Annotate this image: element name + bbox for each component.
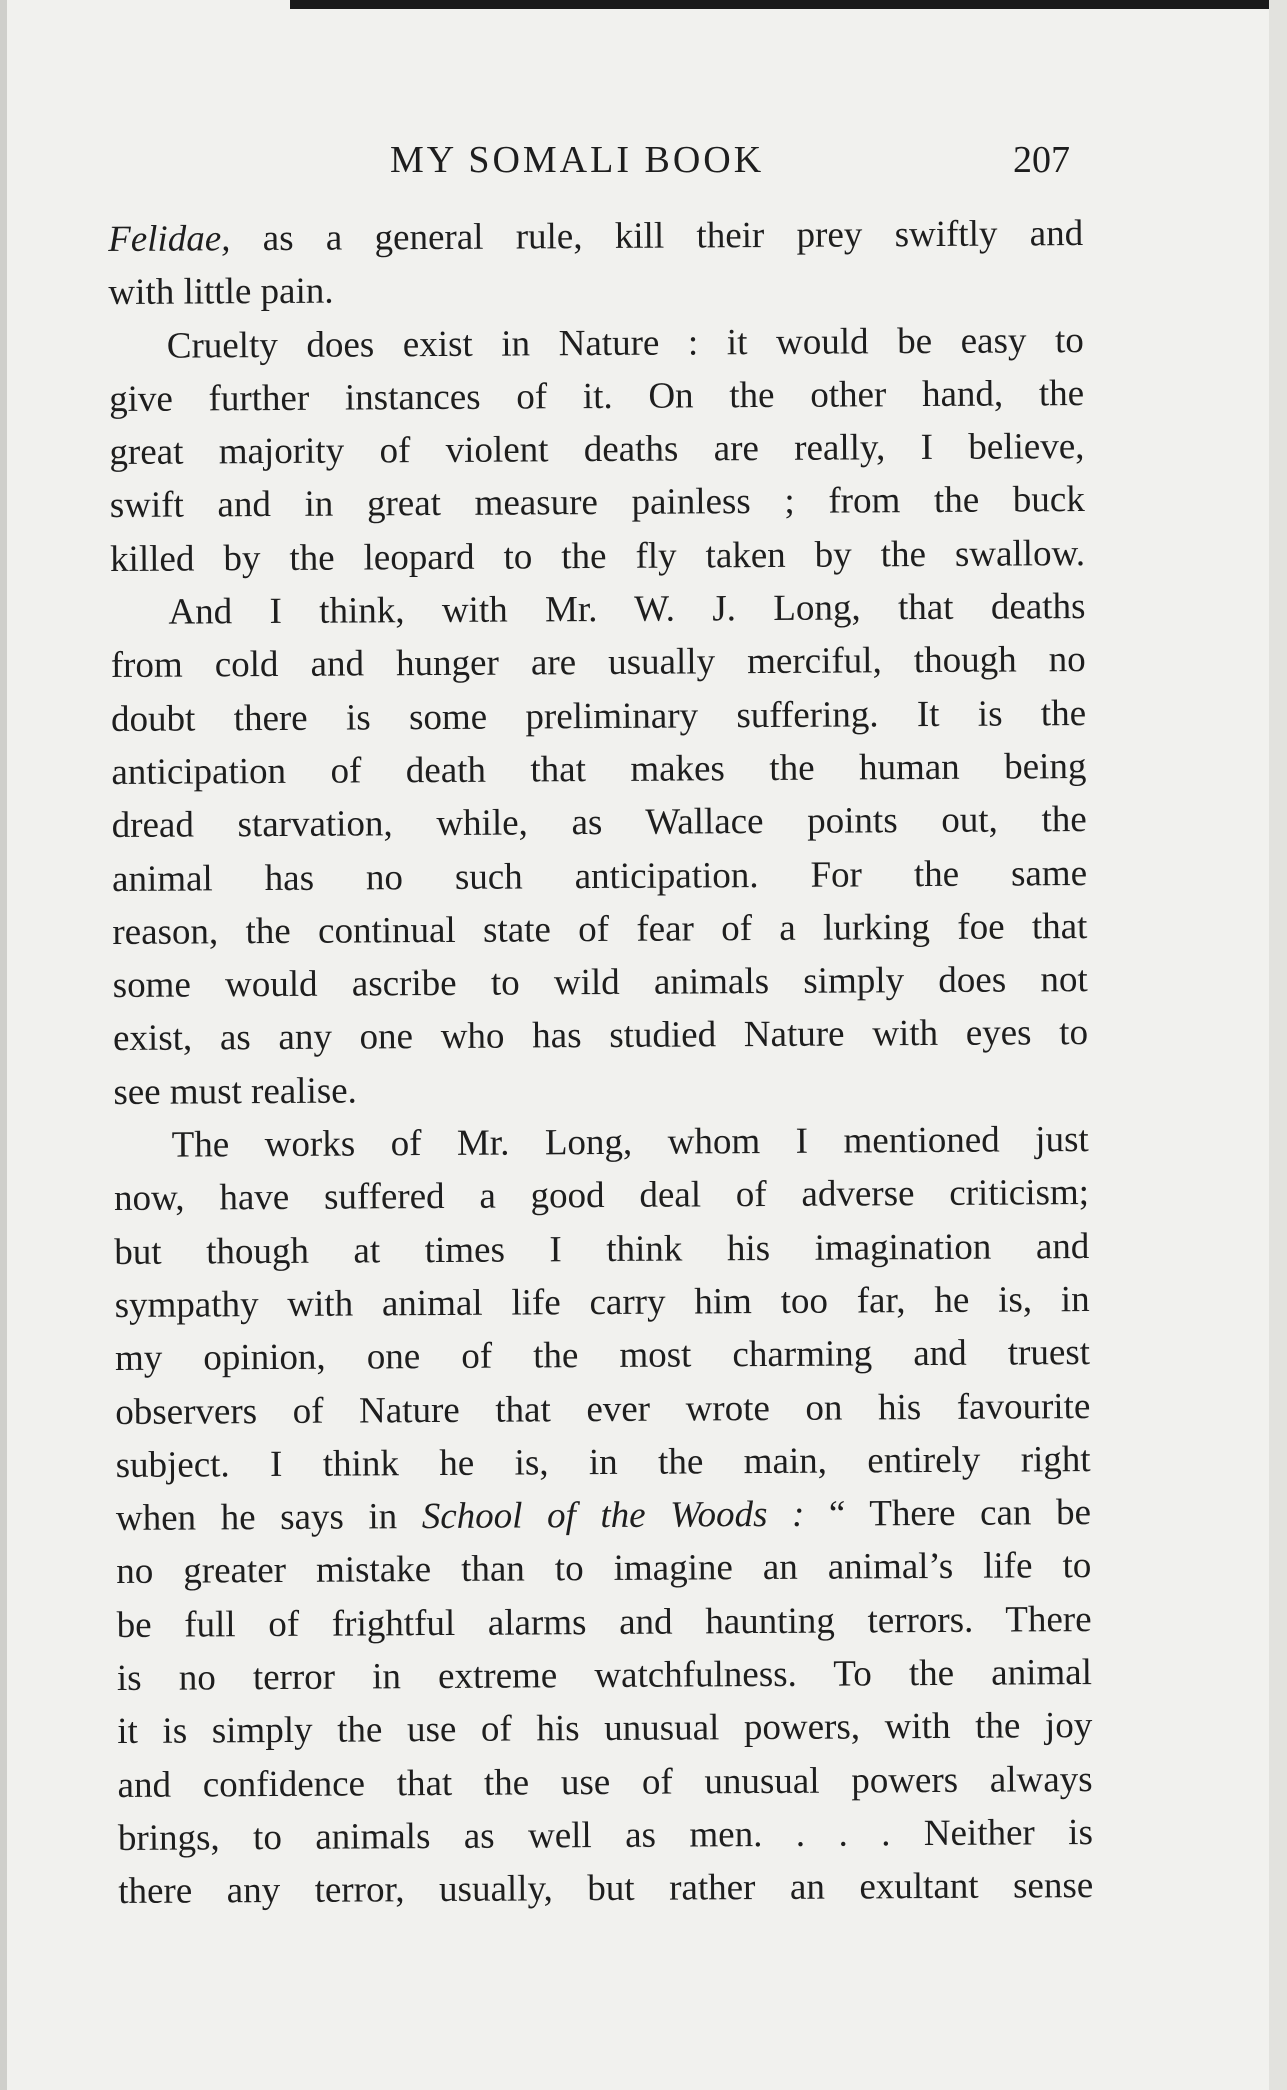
- line-text: great majority of violent deaths are really, I believe,: [109, 426, 1085, 474]
- text-line: [116, 1486, 1091, 1545]
- paragraph-first-line: [114, 1113, 1089, 1172]
- line-text: brings, to animals as well as men. . . . Neither is: [117, 1811, 1094, 1859]
- italic-term: Felidae,: [108, 218, 231, 260]
- text-line: [115, 1273, 1090, 1332]
- page-header: [108, 138, 1070, 190]
- line-text: “ There can be: [804, 1492, 1092, 1535]
- text-line: [108, 260, 1083, 319]
- text-line: [108, 207, 1083, 266]
- line-text: be full of frightful alarms and haunting terrors. There: [116, 1598, 1092, 1646]
- text-line: [112, 900, 1087, 959]
- text-line: [116, 1539, 1091, 1598]
- text-line: [115, 1380, 1090, 1439]
- text-line: [115, 1326, 1090, 1385]
- text-line: [118, 1859, 1093, 1918]
- line-text: subject. I think he is, in the main, entirely right: [115, 1438, 1091, 1486]
- body-text: [108, 207, 1093, 1918]
- line-text: it is simply the use of his unusual powers, with the joy: [117, 1705, 1093, 1753]
- line-text: and confidence that the use of unusual powers always: [117, 1758, 1093, 1806]
- line-text: dread starvation, while, as Wallace points out, the: [111, 799, 1087, 847]
- line-text: some would ascribe to wild animals simply does not: [112, 959, 1088, 1007]
- line-text: swift and in great measure painless ; from the buck: [109, 479, 1085, 527]
- book-title: School of the Woods :: [421, 1493, 805, 1538]
- line-text: killed by the leopard to the fly taken by the swallow.: [109, 532, 1086, 580]
- text-line: [110, 527, 1085, 586]
- text-line: [116, 1593, 1091, 1652]
- line-text: from cold and hunger are usually merciful, though no: [110, 639, 1086, 687]
- right-page-edge: [1269, 0, 1287, 2090]
- text-line: [112, 793, 1087, 852]
- line-text: give further instances of it. On the other hand, the: [109, 372, 1085, 420]
- line-text: reason, the continual state of fear of a lurking foe that: [112, 905, 1088, 953]
- text-line: [111, 633, 1086, 692]
- text-line: [117, 1753, 1092, 1812]
- line-text: see must realise.: [113, 1070, 357, 1113]
- line-text: doubt there is some preliminary suffering. It is the: [110, 692, 1087, 740]
- line-text: observers of Nature that ever wrote on his favourite: [115, 1385, 1091, 1433]
- line-text: with little pain.: [108, 270, 334, 314]
- line-text: but though at times I think his imagination and: [114, 1225, 1090, 1273]
- text-line: [113, 1060, 1088, 1119]
- running-head: MY SOMALI BOOK: [390, 139, 765, 181]
- text-line: [111, 687, 1086, 746]
- paragraph-first-line: [109, 314, 1084, 373]
- page-number: 207: [1013, 139, 1070, 181]
- paragraph-first-line: [110, 580, 1085, 639]
- text-line: [113, 1006, 1088, 1065]
- line-text: there any terror, usually, but rather an exultant sense: [118, 1865, 1094, 1913]
- line-text: my opinion, one of the most charming and truest: [114, 1332, 1091, 1380]
- line-text: sympathy with animal life carry him too far, he is, in: [114, 1278, 1090, 1326]
- left-page-edge: [0, 0, 7, 2090]
- text-line: [109, 367, 1084, 426]
- top-edge-shadow: [290, 0, 1287, 9]
- line-text: is no terror in extreme watchfulness. To the animal: [116, 1652, 1093, 1699]
- text-line: [112, 847, 1087, 906]
- text-line: [117, 1699, 1092, 1758]
- text-line: [115, 1433, 1090, 1492]
- text-line: [111, 740, 1086, 799]
- text-line: [109, 420, 1084, 479]
- line-text: as a general rule, kill their prey swiftly and: [230, 213, 1084, 260]
- line-text: exist, as any one who has studied Nature with eyes to: [112, 1012, 1089, 1060]
- text-line: [113, 953, 1088, 1012]
- text-line: [114, 1166, 1089, 1225]
- line-text: The works of Mr. Long, whom I mentioned just: [171, 1119, 1089, 1166]
- text-line: [114, 1220, 1089, 1279]
- line-text: now, have suffered a good deal of adverse criticism;: [113, 1172, 1090, 1220]
- line-text: animal has no such anticipation. For the same: [111, 852, 1088, 900]
- text-line: [117, 1646, 1092, 1705]
- line-text: when he says in: [115, 1496, 422, 1540]
- text-line: [118, 1806, 1093, 1865]
- text-line: [110, 474, 1085, 533]
- line-text: anticipation of death that makes the human being: [111, 746, 1087, 793]
- line-text: And I think, with Mr. W. J. Long, that deaths: [168, 586, 1086, 633]
- line-text: no greater mistake than to imagine an animal’s life to: [116, 1545, 1092, 1593]
- line-text: Cruelty does exist in Nature : it would be easy to: [166, 319, 1084, 367]
